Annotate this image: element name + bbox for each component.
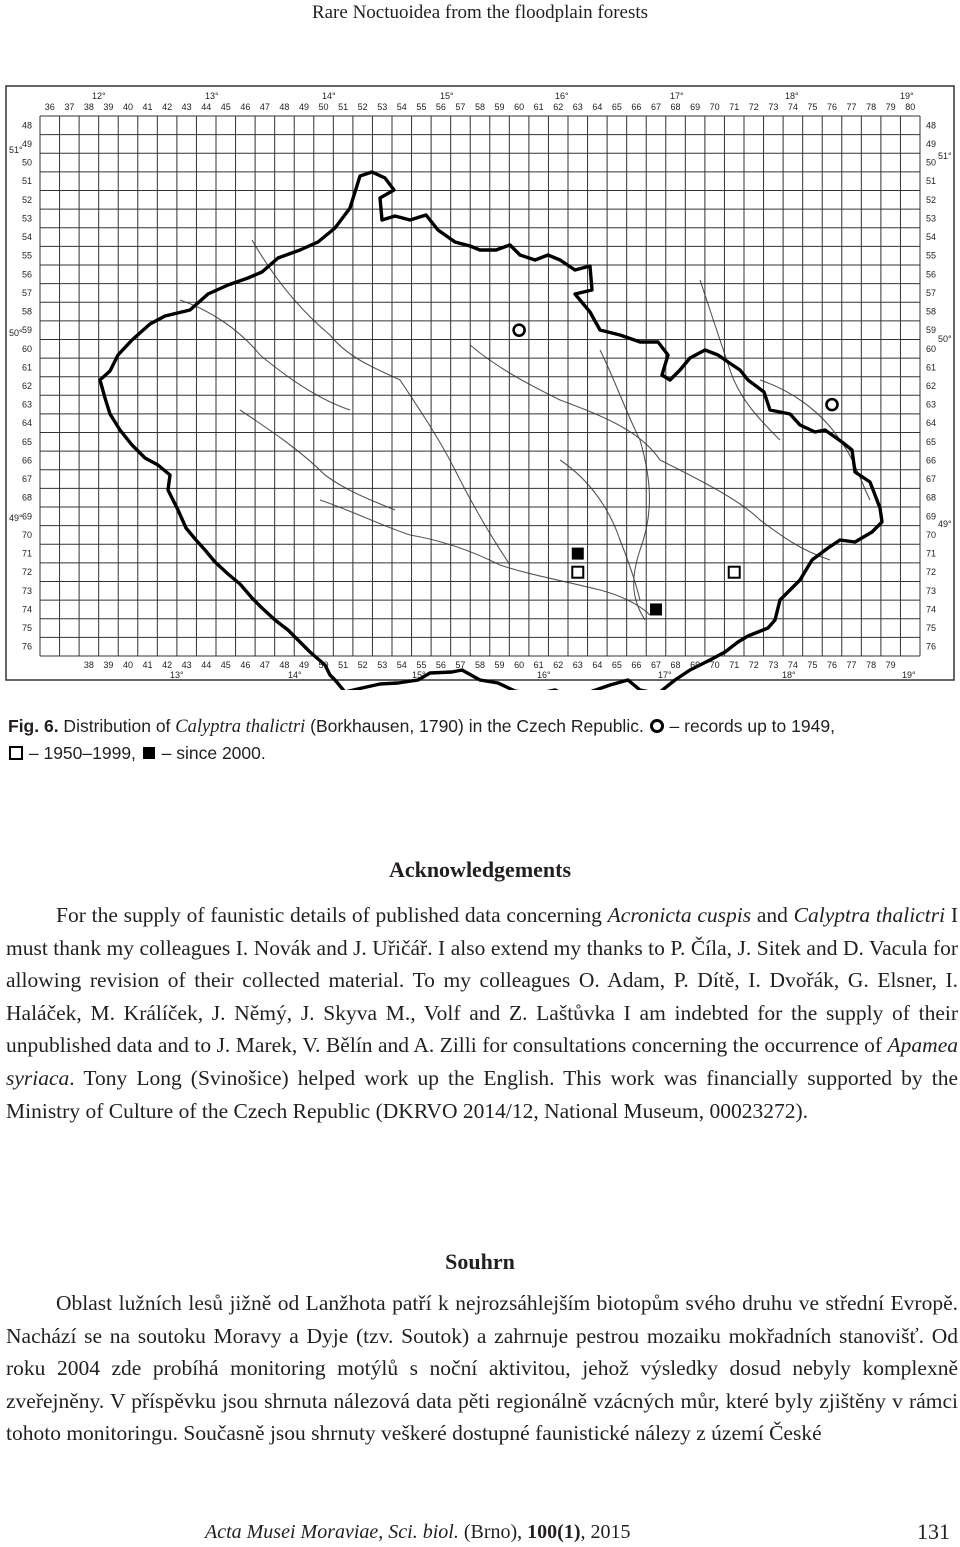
grid-col-label: 66 — [631, 660, 642, 670]
grid-col-label: 72 — [748, 102, 759, 112]
grid-col-label: 41 — [142, 660, 153, 670]
journal-volume: 100(1) — [527, 1521, 581, 1543]
grid-row-label: 74 — [22, 604, 33, 615]
caption-text-b: (Borkhausen, 1790) in the Czech Republic. — [305, 716, 649, 736]
grid-col-label: 40 — [122, 102, 134, 112]
grid-col-label: 62 — [553, 102, 564, 112]
caption-text-a: Distribution of — [58, 716, 176, 736]
longitude-label: 12° — [92, 91, 106, 101]
grid-col-label: 65 — [611, 660, 622, 670]
grid-row-label: 68 — [926, 492, 937, 503]
row-grid-numbers — [22, 120, 936, 651]
czech-republic-border — [100, 172, 882, 690]
record-circle — [827, 399, 838, 410]
grid-row-label: 64 — [22, 418, 33, 429]
grid-row-label: 74 — [926, 604, 937, 615]
grid-row-label: 54 — [926, 232, 937, 243]
grid-col-label: 62 — [553, 660, 564, 670]
grid-col-label: 76 — [826, 102, 838, 112]
grid-col-label: 43 — [181, 660, 192, 670]
longitude-label: 16° — [555, 91, 569, 101]
grid-row-label: 51 — [926, 176, 937, 187]
grid-row-label: 69 — [926, 511, 937, 522]
souhrn-text: Oblast lužních lesů jižně od Lanžhota patří k nejrozsáhlejším biotopům svého druhu ve střední Evropě. Nachází se na soutoku Moravy a Dyje (tzv. Soutok) a zahrnuje pestrou mozaiku mokřadních stanovišť. Od roku 2004 zde probíhá monitoring motýlů s noční aktivitou, jehož výsledky dosud nebyly komplexně zveřejněny. V příspěvku jsou shrnuta nálezová data pěti regionálně vzácných můr, které byly zjištěny v rámci tohoto monitoringu. Současně jsou shrnuty veškeré dostupné faunistické nálezy z území České — [6, 1291, 958, 1446]
grid-col-label: 79 — [885, 102, 896, 112]
grid-col-label: 68 — [670, 660, 681, 670]
grid-row-label: 56 — [22, 269, 33, 280]
latitude-label: 50° — [9, 328, 23, 338]
grid-row-label: 48 — [22, 120, 33, 131]
grid-row-label: 56 — [926, 269, 937, 280]
grid-row-label: 52 — [926, 194, 937, 205]
grid-row-label: 55 — [926, 250, 937, 261]
grid-col-label: 64 — [592, 660, 603, 670]
grid-col-label: 52 — [357, 102, 368, 112]
grid-col-label: 75 — [807, 102, 818, 112]
grid-col-label: 53 — [377, 660, 388, 670]
page-number: 131 — [917, 1519, 950, 1544]
grid-row-label: 49 — [22, 138, 33, 149]
grid-row-label: 61 — [22, 362, 33, 373]
grid-col-label: 75 — [807, 660, 818, 670]
grid-col-label: 80 — [905, 102, 916, 112]
journal-name: Acta Musei Moraviae, Sci. biol. — [205, 1521, 459, 1543]
grid-row-label: 59 — [22, 325, 33, 336]
grid-col-label: 63 — [572, 660, 583, 670]
grid-row-label: 59 — [926, 325, 937, 336]
grid-col-label: 52 — [357, 660, 368, 670]
grid-col-label: 48 — [279, 102, 290, 112]
grid-col-label: 60 — [514, 102, 525, 112]
grid-col-label: 55 — [416, 660, 427, 670]
grid-col-label: 71 — [729, 102, 740, 112]
grid-col-label: 36 — [44, 102, 55, 112]
latitude-label: 51° — [938, 151, 952, 161]
grid-row-label: 73 — [926, 585, 937, 596]
grid-col-label: 56 — [435, 660, 446, 670]
grid-row-label: 58 — [926, 306, 937, 317]
grid-row-label: 57 — [926, 287, 937, 298]
record-filled-square — [650, 603, 662, 615]
grid-row-label: 70 — [22, 529, 33, 540]
grid-row-label: 64 — [926, 418, 937, 429]
grid-col-label: 48 — [279, 660, 290, 670]
grid-col-label: 79 — [885, 660, 896, 670]
grid-col-label: 74 — [787, 660, 798, 670]
grid-col-label: 77 — [846, 102, 857, 112]
grid-col-label: 44 — [201, 660, 212, 670]
grid-col-label: 58 — [474, 102, 486, 112]
grid-row-label: 61 — [926, 362, 937, 373]
figure-caption — [8, 713, 952, 766]
grid-row-label: 54 — [22, 232, 33, 243]
legend-1949: – records up to 1949, — [664, 716, 835, 736]
grid-row-label: 75 — [926, 623, 937, 634]
acknowledgements-title: Acknowledgements — [388, 857, 572, 882]
grid-col-label: 50 — [318, 660, 329, 670]
grid-row-label: 76 — [926, 641, 937, 652]
grid-row-label: 62 — [926, 381, 937, 391]
grid-row-label: 50 — [926, 157, 937, 168]
grid-col-label: 77 — [846, 660, 857, 670]
grid-col-label: 51 — [338, 102, 349, 112]
bottom-grid-numbers — [84, 660, 896, 670]
grid-col-label: 40 — [122, 660, 134, 670]
longitude-label: 13° — [170, 670, 184, 680]
grid-col-label: 65 — [611, 102, 622, 112]
top-grid-numbers — [45, 102, 915, 112]
acknowledgements-text: For the supply of faunistic details of published data concerning Acronicta cuspis and Calyptra thalictri I must thank my colleagues I. Novák and J. Uřičář. I also extend my thanks to P. Číla, J. Sitek and D. Vacula for allowing revision of their collected material. To my colleagues O. Adam, P. Dítě, I. Dvořák, G. Elsner, I. Haláček, M. Králíček, J. Němý, J. Skyva M., Volf and Z. Laštůvka I am indebted for the supply of their unpublished data and to J. Marek, V. Bělín and A. Zilli for consultations concerning the occurrence of Apamea syriaca. Tony Long (Svinošice) helped work up the English. This work was financially supported by the Ministry of Culture of the Czech Republic (DKRVO 2014/12, National Museum, 00023272). — [6, 903, 958, 1123]
grid-col-label: 68 — [670, 102, 681, 112]
grid-col-label: 70 — [709, 102, 720, 112]
grid-col-label: 38 — [83, 102, 94, 112]
grid-row-label: 70 — [926, 529, 937, 540]
grid-col-label: 46 — [240, 102, 251, 112]
map-grid — [6, 86, 954, 680]
grid-row-label: 73 — [22, 585, 33, 596]
degree-labels — [9, 91, 952, 680]
grid-col-label: 72 — [748, 660, 759, 670]
legend-1950-1999: – 1950–1999, — [24, 743, 141, 763]
longitude-label: 17° — [670, 91, 684, 101]
latitude-label: 50° — [938, 334, 952, 344]
grid-col-label: 57 — [455, 102, 466, 112]
grid-row-label: 63 — [926, 399, 937, 410]
grid-row-label: 60 — [22, 343, 33, 354]
grid-col-label: 55 — [416, 102, 427, 112]
grid-row-label: 76 — [22, 641, 33, 652]
grid-row-label: 53 — [926, 213, 937, 224]
grid-row-label: 53 — [22, 213, 33, 224]
longitude-label: 15° — [412, 670, 426, 680]
grid-col-label: 58 — [474, 660, 486, 670]
grid-col-label: 76 — [826, 660, 838, 670]
caption-species: Calyptra thalictri — [175, 717, 306, 737]
grid-row-label: 49 — [926, 138, 937, 149]
longitude-label: 19° — [900, 91, 914, 101]
grid-col-label: 78 — [866, 102, 877, 112]
longitude-label: 16° — [537, 670, 551, 680]
longitude-label: 18° — [782, 670, 796, 680]
circle-marker-icon — [649, 718, 665, 734]
longitude-label: 14° — [288, 670, 302, 680]
grid-row-label: 71 — [926, 548, 937, 559]
grid-row-label: 72 — [22, 567, 33, 578]
grid-col-label: 53 — [377, 102, 388, 112]
record-filled-square — [572, 548, 584, 560]
grid-col-label: 50 — [318, 102, 329, 112]
grid-col-label: 39 — [103, 660, 114, 670]
latitude-label: 49° — [9, 513, 23, 523]
grid-col-label: 69 — [690, 102, 701, 112]
grid-col-label: 44 — [201, 102, 212, 112]
grid-col-label: 63 — [572, 102, 583, 112]
grid-row-label: 67 — [926, 474, 937, 485]
running-head: Rare Noctuoidea from the floodplain forests — [311, 2, 649, 23]
grid-col-label: 45 — [220, 102, 231, 112]
grid-col-label: 57 — [455, 660, 466, 670]
grid-row-label: 68 — [22, 492, 33, 503]
grid-col-label: 49 — [298, 660, 310, 670]
grid-row-label: 48 — [926, 120, 937, 131]
grid-row-label: 66 — [926, 455, 937, 466]
grid-row-label: 63 — [22, 399, 33, 410]
legend-since-2000: – since 2000. — [156, 743, 266, 763]
filled-square-marker-icon — [141, 745, 157, 761]
grid-col-label: 45 — [220, 660, 231, 670]
grid-col-label: 61 — [533, 102, 544, 112]
grid-row-label: 51 — [22, 176, 33, 187]
grid-col-label: 47 — [259, 102, 270, 112]
grid-col-label: 78 — [866, 660, 877, 670]
grid-row-label: 60 — [926, 343, 937, 354]
grid-row-label: 72 — [926, 567, 937, 578]
grid-col-label: 74 — [787, 102, 798, 112]
grid-col-label: 43 — [181, 102, 192, 112]
grid-col-label: 49 — [298, 102, 310, 112]
longitude-label: 19° — [902, 670, 916, 680]
grid-col-label: 47 — [259, 660, 270, 670]
grid-col-label: 42 — [162, 102, 173, 112]
grid-col-label: 46 — [240, 660, 251, 670]
grid-row-label: 50 — [22, 157, 33, 168]
latitude-label: 51° — [9, 145, 23, 155]
grid-row-label: 57 — [22, 287, 33, 298]
grid-col-label: 64 — [592, 102, 603, 112]
grid-col-label: 70 — [709, 660, 720, 670]
record-circle — [514, 325, 525, 336]
grid-row-label: 58 — [22, 306, 33, 317]
grid-col-label: 51 — [338, 660, 349, 670]
grid-col-label: 54 — [396, 102, 407, 112]
grid-row-label: 65 — [22, 436, 33, 447]
grid-col-label: 67 — [650, 102, 662, 112]
grid-col-label: 61 — [533, 660, 544, 670]
journal-footer: Acta Musei Moraviae, Sci. biol. (Brno), 100(1), 2015 — [205, 1521, 631, 1543]
grid-col-label: 54 — [396, 660, 407, 670]
distribution-map — [0, 80, 960, 690]
latitude-label: 49° — [938, 519, 952, 529]
grid-col-label: 73 — [768, 102, 779, 112]
grid-row-label: 67 — [22, 474, 33, 485]
open-square-marker-icon — [8, 745, 24, 761]
longitude-label: 14° — [322, 91, 336, 101]
grid-col-label: 41 — [142, 102, 153, 112]
record-open-square — [729, 567, 740, 578]
longitude-label: 17° — [658, 670, 672, 680]
grid-row-label: 71 — [22, 548, 33, 559]
grid-row-label: 69 — [22, 511, 33, 522]
longitude-label: 15° — [440, 91, 454, 101]
grid-col-label: 60 — [514, 660, 525, 670]
grid-col-label: 39 — [103, 102, 114, 112]
grid-row-label: 52 — [22, 194, 33, 205]
grid-col-label: 66 — [631, 102, 642, 112]
longitude-label: 18° — [785, 91, 799, 101]
souhrn-title: Souhrn — [445, 1249, 515, 1274]
grid-row-label: 55 — [22, 250, 33, 261]
grid-col-label: 73 — [768, 660, 779, 670]
record-open-square — [572, 567, 583, 578]
grid-col-label: 38 — [83, 660, 94, 670]
grid-col-label: 71 — [729, 660, 740, 670]
grid-row-label: 65 — [926, 436, 937, 447]
figure-label: Fig. 6. — [8, 716, 59, 736]
grid-row-label: 75 — [22, 623, 33, 634]
grid-col-label: 67 — [650, 660, 662, 670]
grid-row-label: 62 — [22, 381, 33, 391]
grid-row-label: 66 — [22, 455, 33, 466]
grid-col-label: 59 — [494, 102, 505, 112]
grid-col-label: 69 — [690, 660, 701, 670]
grid-col-label: 37 — [64, 102, 75, 112]
grid-col-label: 56 — [435, 102, 446, 112]
grid-col-label: 42 — [162, 660, 173, 670]
grid-col-label: 59 — [494, 660, 505, 670]
longitude-label: 13° — [205, 91, 219, 101]
